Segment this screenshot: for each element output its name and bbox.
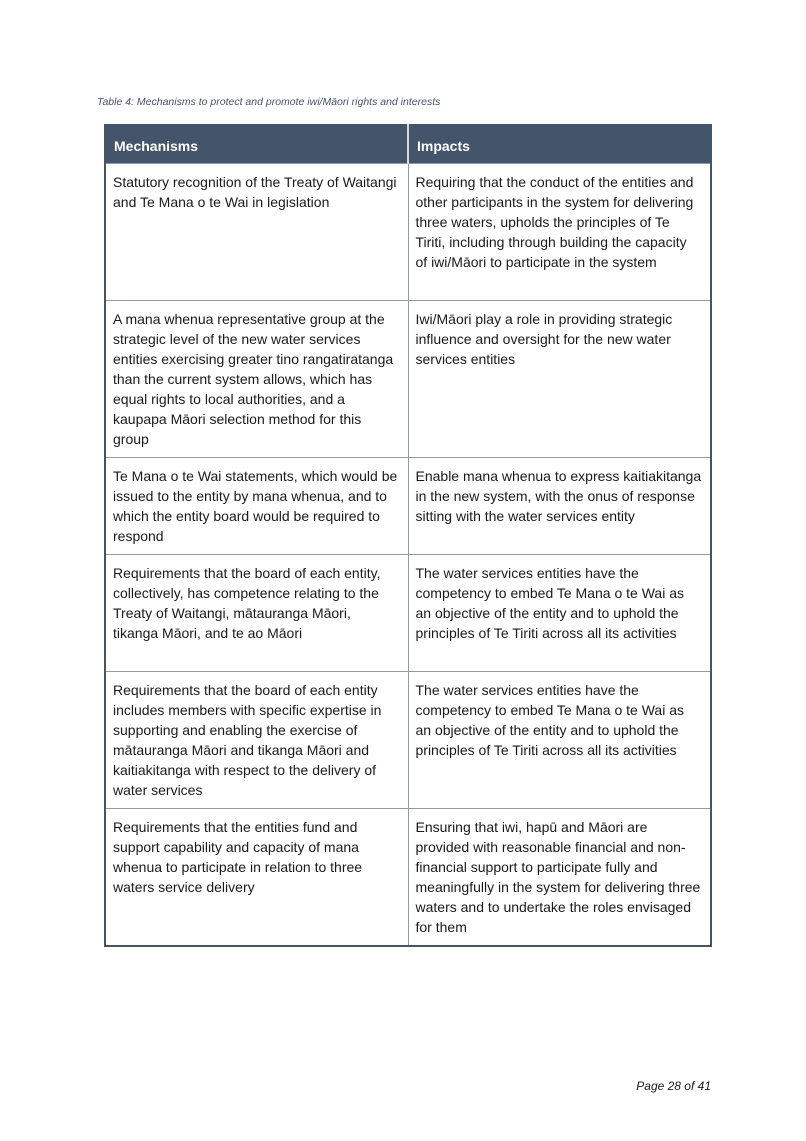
header-impacts: Impacts — [408, 125, 711, 164]
page-number: Page 28 of 41 — [636, 1079, 711, 1093]
table-header-row — [105, 125, 711, 164]
impact-cell: The water services entities have the competency to embed Te Mana o te Wai as an objective of the entity and to uphold the principles of Te Tiriti across all its activities — [408, 555, 711, 672]
impact-cell: Requiring that the conduct of the entities and other participants in the system for delivering three waters, upholds the principles of Te Tiriti, including through building the capacity of iwi/Māori to participate in the system — [408, 164, 711, 301]
table-caption: Table 4: Mechanisms to protect and promote iwi/Māori rights and interests — [97, 96, 441, 108]
table-row — [105, 672, 711, 809]
table-row — [105, 301, 711, 458]
mechanism-cell: Statutory recognition of the Treaty of Waitangi and Te Mana o te Wai in legislation — [105, 164, 408, 301]
impact-cell: The water services entities have the competency to embed Te Mana o te Wai as an objective of the entity and to uphold the principles of Te Tiriti across all its activities — [408, 672, 711, 809]
impact-cell: Enable mana whenua to express kaitiakitanga in the new system, with the onus of response sitting with the water services entity — [408, 458, 711, 555]
table-row — [105, 458, 711, 555]
impact-cell: Iwi/Māori play a role in providing strategic influence and oversight for the new water services entities — [408, 301, 711, 458]
mechanism-cell: Te Mana o te Wai statements, which would be issued to the entity by mana whenua, and to which the entity board would be required to respond — [105, 458, 408, 555]
table-row — [105, 555, 711, 672]
mechanism-cell: Requirements that the entities fund and support capability and capacity of mana whenua to participate in relation to three waters service delivery — [105, 809, 408, 947]
mechanism-cell: A mana whenua representative group at the strategic level of the new water services entities exercising greater tino rangatiratanga than the current system allows, which has equal rights to local authorities, and a kaupapa Māori selection method for this group — [105, 301, 408, 458]
table-row — [105, 809, 711, 947]
mechanism-cell: Requirements that the board of each entity, collectively, has competence relating to the Treaty of Waitangi, mātauranga Māori, tikanga Māori, and te ao Māori — [105, 555, 408, 672]
table-row — [105, 164, 711, 301]
mechanism-cell: Requirements that the board of each entity includes members with specific expertise in supporting and enabling the exercise of mātauranga Māori and tikanga Māori and kaitiakitanga with respect to the delivery of water services — [105, 672, 408, 809]
header-mechanisms: Mechanisms — [105, 125, 408, 164]
impact-cell: Ensuring that iwi, hapū and Māori are provided with reasonable financial and non-financial support to participate fully and meaningfully in the system for delivering three waters and to undertake the roles envisaged for them — [408, 809, 711, 947]
mechanisms-table — [104, 124, 712, 947]
